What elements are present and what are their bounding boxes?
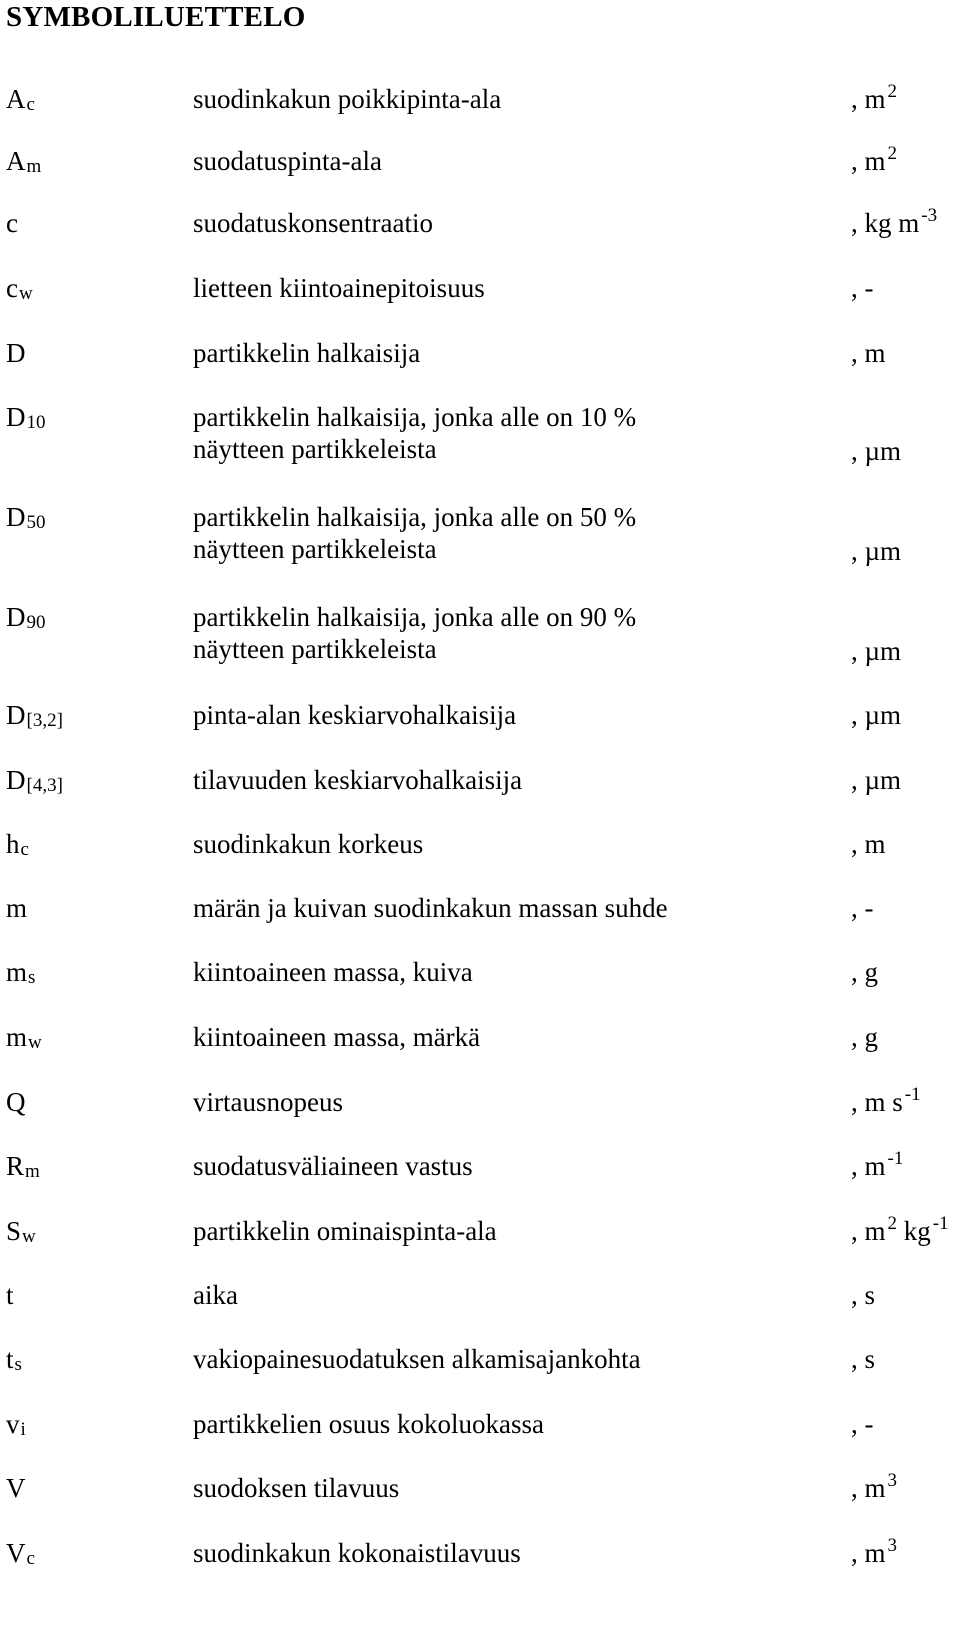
symbol (6, 1086, 26, 1118)
symbol-description (193, 1150, 473, 1182)
unit-text: , µm (851, 765, 902, 795)
symbol-subscript: s (28, 967, 36, 988)
unit-exponent: -1 (904, 1084, 921, 1105)
description-line: partikkelin halkaisija, jonka alle on 10 % (193, 402, 637, 432)
symbol-description (193, 1086, 343, 1118)
unit-text: , m (851, 1538, 886, 1568)
symbol-row (0, 1537, 960, 1607)
symbol-unit (851, 1086, 921, 1118)
unit-exponent: -3 (921, 205, 938, 226)
symbol-letter: D (6, 338, 26, 368)
symbol-description (193, 1472, 399, 1504)
description-line: kiintoaineen massa, kuiva (193, 957, 473, 987)
description-line: suodoksen tilavuus (193, 1473, 400, 1503)
symbol-letter: v (6, 1409, 20, 1439)
symbol-description (193, 1279, 238, 1311)
page-title: SYMBOLILUETTELO (6, 1, 306, 33)
symbol-letter: A (6, 146, 26, 176)
symbol-unit (851, 1537, 897, 1569)
symbol-description (193, 828, 423, 860)
unit-exponent: -1 (932, 1213, 949, 1234)
unit-exponent: 2 (887, 1213, 898, 1234)
symbol-row (0, 501, 960, 571)
symbol-unit (851, 828, 886, 860)
symbol (6, 1472, 26, 1504)
symbol-row (0, 1021, 960, 1091)
symbol-letter: R (6, 1151, 25, 1181)
symbol-subscript: [3,2] (26, 710, 63, 731)
symbol-row (0, 1150, 960, 1220)
description-line: vakiopainesuodatuksen alkamisajankohta (193, 1344, 641, 1374)
symbol-letter: D (6, 765, 26, 795)
symbol-row (0, 337, 960, 407)
symbol-description (193, 501, 636, 565)
description-line: suodinkakun poikkipinta-ala (193, 84, 502, 114)
symbol-letter: m (6, 957, 28, 987)
unit-text: , - (851, 273, 874, 303)
symbol-description (193, 1343, 641, 1375)
symbol-unit (851, 535, 901, 567)
symbol-subscript: i (20, 1419, 26, 1440)
symbol-description (193, 1408, 544, 1440)
symbol-subscript: w (28, 1032, 42, 1053)
symbol-row (0, 1343, 960, 1413)
symbol-unit (851, 764, 901, 796)
symbol-row (0, 145, 960, 215)
symbol (6, 83, 35, 115)
symbol (6, 501, 46, 533)
symbol-subscript: 10 (26, 412, 46, 433)
description-line: tilavuuden keskiarvohalkaisija (193, 765, 523, 795)
symbol-description (193, 956, 473, 988)
symbol-row (0, 1215, 960, 1285)
unit-exponent: 2 (887, 143, 898, 164)
symbol (6, 699, 63, 731)
symbol-description (193, 764, 522, 796)
symbol-subscript: 50 (26, 512, 46, 533)
symbol-unit (851, 956, 878, 988)
description-line: näytteen partikkeleista (193, 534, 437, 564)
symbol-unit (851, 435, 901, 467)
symbol-unit (851, 1215, 949, 1247)
symbol-letter: D (6, 602, 26, 632)
symbol-row (0, 1279, 960, 1349)
symbol-letter: t (6, 1280, 14, 1310)
symbol (6, 601, 46, 633)
symbol-letter: D (6, 502, 26, 532)
symbol-subscript: c (26, 94, 35, 115)
symbol-letter: m (6, 893, 28, 923)
description-line: suodatuspinta-ala (193, 146, 382, 176)
description-line: partikkelien osuus kokoluokassa (193, 1409, 544, 1439)
symbol-unit (851, 1408, 874, 1440)
description-line: lietteen kiintoainepitoisuus (193, 273, 485, 303)
symbol-subscript: w (18, 283, 33, 304)
symbol-row (0, 1472, 960, 1542)
symbol (6, 1537, 35, 1569)
symbol-unit (851, 1472, 897, 1504)
symbol-unit (851, 635, 901, 667)
symbol-letter: V (6, 1538, 26, 1568)
symbol-description (193, 145, 382, 177)
description-line: suodatuskonsentraatio (193, 208, 433, 238)
unit-text: , g (851, 1022, 878, 1052)
unit-exponent: -1 (887, 1148, 904, 1169)
unit-text: kg (897, 1216, 931, 1246)
symbol-unit (851, 83, 897, 115)
symbol-letter: m (6, 1022, 28, 1052)
description-line: näytteen partikkeleista (193, 634, 437, 664)
unit-text: , µm (851, 700, 902, 730)
symbol-unit (851, 1021, 878, 1053)
symbol-row (0, 401, 960, 471)
unit-text: , g (851, 957, 878, 987)
description-line: virtausnopeus (193, 1087, 343, 1117)
symbol-unit (851, 207, 937, 239)
symbol (6, 1150, 40, 1182)
symbol-subscript: s (14, 1354, 22, 1375)
unit-text: , - (851, 1409, 874, 1439)
symbol-subscript: 90 (26, 612, 46, 633)
symbol-row (0, 1408, 960, 1478)
unit-exponent: 3 (887, 1535, 898, 1556)
symbol (6, 1021, 42, 1053)
unit-text: , kg m (851, 208, 920, 238)
symbol-unit (851, 272, 874, 304)
symbol (6, 145, 41, 177)
symbol-row (0, 892, 960, 962)
description-line: suodinkakun korkeus (193, 829, 424, 859)
symbol-description (193, 699, 516, 731)
symbol-description (193, 601, 636, 665)
symbol-description (193, 1021, 480, 1053)
symbol (6, 1408, 26, 1440)
unit-text: , m (851, 829, 886, 859)
unit-text: , - (851, 893, 874, 923)
symbol-row (0, 1086, 960, 1156)
symbol-row (0, 601, 960, 671)
symbol-letter: S (6, 1216, 22, 1246)
symbol-unit (851, 1150, 903, 1182)
unit-text: , m (851, 338, 886, 368)
symbol (6, 401, 46, 433)
symbol-unit (851, 1279, 875, 1311)
symbol (6, 272, 33, 304)
symbol-description (193, 892, 668, 924)
symbol-row (0, 699, 960, 769)
description-line: aika (193, 1280, 238, 1310)
unit-text: , µm (851, 636, 902, 666)
symbol-unit (851, 892, 874, 924)
symbol-letter: V (6, 1473, 26, 1503)
symbol-unit (851, 337, 886, 369)
symbol-description (193, 1215, 497, 1247)
unit-text: , m (851, 1216, 886, 1246)
description-line: kiintoaineen massa, märkä (193, 1022, 481, 1052)
symbol-row (0, 83, 960, 153)
symbol (6, 337, 26, 369)
symbol-row (0, 207, 960, 277)
symbol-subscript: w (22, 1226, 36, 1247)
symbol (6, 892, 27, 924)
symbol-letter: h (6, 829, 20, 859)
symbol-description (193, 207, 433, 239)
unit-text: , µm (851, 436, 902, 466)
symbol-row (0, 828, 960, 898)
symbol-subscript: [4,3] (26, 775, 63, 796)
symbol-letter: A (6, 84, 26, 114)
symbol (6, 1215, 36, 1247)
unit-text: , µm (851, 536, 902, 566)
unit-text: , s (851, 1344, 876, 1374)
symbol-unit (851, 145, 897, 177)
symbol-letter: t (6, 1344, 14, 1374)
unit-text: , s (851, 1280, 876, 1310)
symbol (6, 207, 18, 239)
symbol-letter: Q (6, 1087, 26, 1117)
description-line: partikkelin halkaisija (193, 338, 421, 368)
symbol-row (0, 272, 960, 342)
unit-text: , m (851, 1473, 886, 1503)
description-line: pinta-alan keskiarvohalkaisija (193, 700, 517, 730)
symbol-letter: D (6, 700, 26, 730)
symbol (6, 1279, 14, 1311)
symbol (6, 956, 35, 988)
symbol (6, 764, 63, 796)
symbol-subscript: m (26, 156, 42, 177)
symbol-unit (851, 699, 901, 731)
symbol-description (193, 401, 636, 465)
description-line: märän ja kuivan suodinkakun massan suhde (193, 893, 668, 923)
symbol-unit (851, 1343, 875, 1375)
symbol (6, 828, 29, 860)
description-line: partikkelin halkaisija, jonka alle on 50 % (193, 502, 637, 532)
symbol-letter: c (6, 273, 18, 303)
symbol-row (0, 764, 960, 834)
symbol-row (0, 956, 960, 1026)
symbol (6, 1343, 22, 1375)
symbol-description (193, 1537, 521, 1569)
unit-exponent: 2 (887, 81, 898, 102)
symbol-description (193, 337, 420, 369)
symbol-subscript: c (26, 1548, 35, 1569)
unit-text: , m (851, 146, 886, 176)
unit-text: , m (851, 84, 886, 114)
description-line: suodatusväliaineen vastus (193, 1151, 473, 1181)
description-line: partikkelin halkaisija, jonka alle on 90 % (193, 602, 637, 632)
symbol-letter: c (6, 208, 18, 238)
symbol-description (193, 83, 501, 115)
unit-text: , m s (851, 1087, 903, 1117)
symbol-subscript: c (20, 839, 29, 860)
symbol-subscript: m (25, 1161, 40, 1182)
unit-exponent: 3 (887, 1470, 898, 1491)
description-line: partikkelin ominaispinta-ala (193, 1216, 497, 1246)
unit-text: , m (851, 1151, 886, 1181)
description-line: suodinkakun kokonaistilavuus (193, 1538, 521, 1568)
description-line: näytteen partikkeleista (193, 434, 437, 464)
symbol-description (193, 272, 485, 304)
symbol-letter: D (6, 402, 26, 432)
